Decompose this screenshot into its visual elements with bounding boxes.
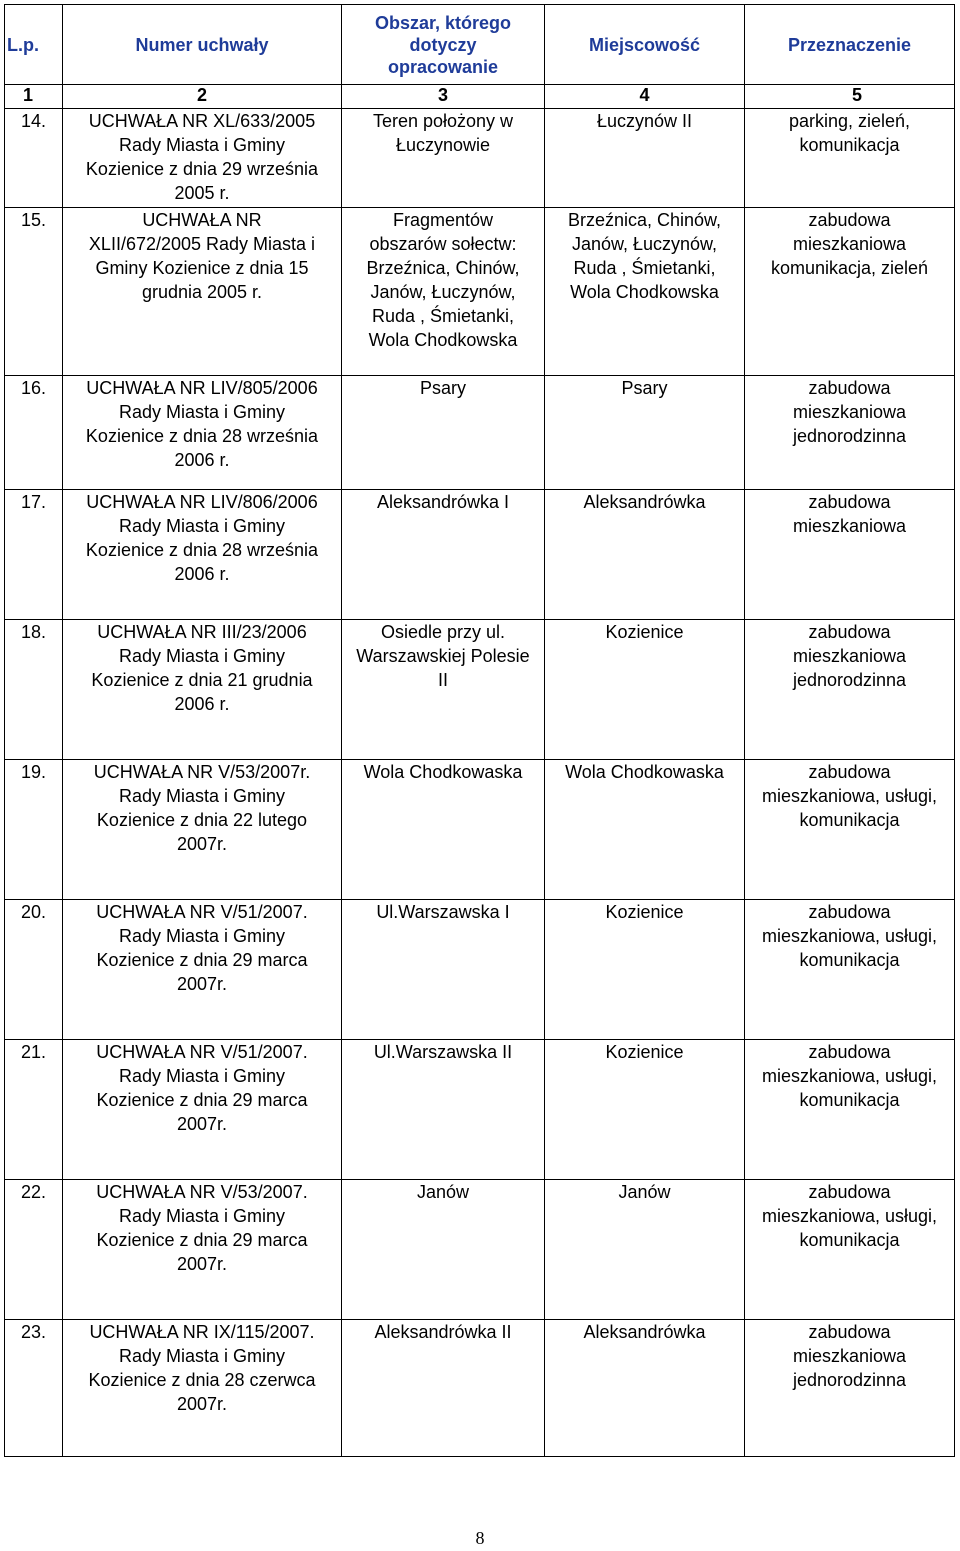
purpose-cell-line: zabudowa bbox=[808, 1042, 891, 1062]
resolution-cell-line: Kozienice z dnia 29 września bbox=[85, 159, 319, 179]
locality-cell-line: Aleksandrówka bbox=[583, 492, 706, 512]
locality-cell bbox=[545, 376, 745, 490]
purpose-cell-line: mieszkaniowa bbox=[792, 234, 907, 254]
header-obszar bbox=[342, 5, 545, 85]
purpose-cell bbox=[745, 1320, 955, 1457]
purpose-cell bbox=[745, 620, 955, 760]
resolution-cell-line: 2005 r. bbox=[174, 183, 230, 203]
locality-cell bbox=[545, 490, 745, 620]
resolution-cell bbox=[63, 376, 342, 490]
purpose-cell bbox=[745, 760, 955, 900]
column-numbers-row bbox=[5, 85, 955, 109]
resolution-cell-line: Kozienice z dnia 28 czerwca bbox=[88, 1370, 316, 1390]
resolution-cell bbox=[63, 1040, 342, 1180]
row-number: 18. bbox=[5, 620, 63, 760]
locality-cell-line: Wola Chodkowska bbox=[570, 282, 719, 302]
resolution-cell-line: 2007r. bbox=[176, 1254, 228, 1274]
resolution-cell-line: UCHWAŁA NR V/53/2007. bbox=[96, 1182, 308, 1202]
purpose-cell-line: komunikacja bbox=[799, 1090, 900, 1110]
area-cell bbox=[342, 1180, 545, 1320]
header-row bbox=[5, 5, 955, 85]
header-miejscowosc: Miejscowość bbox=[545, 5, 745, 85]
area-cell-line: Ruda , Śmietanki, bbox=[371, 306, 515, 326]
locality-cell-line: Janów, Łuczynów, bbox=[571, 234, 718, 254]
table-row bbox=[5, 109, 955, 208]
resolution-cell bbox=[63, 1320, 342, 1457]
locality-cell bbox=[545, 109, 745, 208]
locality-cell-line: Kozienice bbox=[605, 902, 684, 922]
area-cell-line: Fragmentów bbox=[392, 210, 494, 230]
purpose-cell-line: komunikacja bbox=[799, 810, 900, 830]
purpose-cell-line: zabudowa bbox=[808, 762, 891, 782]
locality-cell bbox=[545, 1320, 745, 1457]
resolution-cell-line: Kozienice z dnia 28 września bbox=[85, 426, 319, 446]
resolution-cell-line: 2006 r. bbox=[174, 450, 230, 470]
area-cell-line: Brzeźnica, Chinów, bbox=[366, 258, 520, 278]
resolution-cell-line: Kozienice z dnia 29 marca bbox=[96, 1090, 308, 1110]
row-number: 19. bbox=[5, 760, 63, 900]
purpose-cell-line: mieszkaniowa, usługi, bbox=[761, 1206, 938, 1226]
area-cell-line: Wola Chodkowaska bbox=[363, 762, 523, 782]
area-cell-line: Łuczynowie bbox=[395, 135, 491, 155]
table-row bbox=[5, 1180, 955, 1320]
area-cell bbox=[342, 1320, 545, 1457]
resolution-cell-line: 2006 r. bbox=[174, 564, 230, 584]
resolution-cell-line: UCHWAŁA NR XL/633/2005 bbox=[88, 111, 316, 131]
purpose-cell-line: komunikacja bbox=[799, 1230, 900, 1250]
area-cell-line: Psary bbox=[419, 378, 466, 398]
resolution-cell-line: Rady Miasta i Gminy bbox=[118, 926, 286, 946]
row-number: 16. bbox=[5, 376, 63, 490]
locality-cell bbox=[545, 900, 745, 1040]
area-cell bbox=[342, 1040, 545, 1180]
colnum: 4 bbox=[545, 85, 745, 109]
area-cell-line: obszarów sołectw: bbox=[369, 234, 517, 254]
table-row bbox=[5, 490, 955, 620]
locality-cell-line: Wola Chodkowaska bbox=[565, 762, 724, 782]
resolution-cell-line: Rady Miasta i Gminy bbox=[118, 135, 286, 155]
area-cell-line: Warszawskiej Polesie bbox=[356, 646, 530, 666]
area-cell-line: Ul.Warszawska II bbox=[373, 1042, 513, 1062]
resolution-cell bbox=[63, 760, 342, 900]
purpose-cell-line: mieszkaniowa bbox=[792, 402, 907, 422]
locality-cell-line: Psary bbox=[621, 378, 668, 398]
resolution-cell bbox=[63, 900, 342, 1040]
purpose-cell-line: jednorodzinna bbox=[792, 1370, 907, 1390]
purpose-cell bbox=[745, 208, 955, 376]
area-cell bbox=[342, 208, 545, 376]
resolution-cell-line: Kozienice z dnia 29 marca bbox=[96, 1230, 308, 1250]
area-cell-line: Janów, Łuczynów, bbox=[370, 282, 516, 302]
resolution-cell-line: grudnia 2005 r. bbox=[141, 282, 263, 302]
resolution-cell-line: 2007r. bbox=[176, 834, 228, 854]
row-number: 17. bbox=[5, 490, 63, 620]
area-cell-line: Janów bbox=[416, 1182, 470, 1202]
resolution-cell-line: UCHWAŁA NR bbox=[142, 210, 262, 230]
resolution-cell-line: Kozienice z dnia 29 marca bbox=[96, 950, 308, 970]
locality-cell bbox=[545, 208, 745, 376]
resolution-cell bbox=[63, 208, 342, 376]
table-row bbox=[5, 620, 955, 760]
purpose-cell-line: komunikacja bbox=[799, 135, 900, 155]
locality-cell-line: Łuczynów II bbox=[596, 111, 693, 131]
purpose-cell bbox=[745, 376, 955, 490]
locality-cell-line: Aleksandrówka bbox=[583, 1322, 706, 1342]
row-number: 14. bbox=[5, 109, 63, 208]
locality-cell bbox=[545, 1040, 745, 1180]
row-number: 23. bbox=[5, 1320, 63, 1457]
purpose-cell-line: mieszkaniowa, usługi, bbox=[761, 1066, 938, 1086]
resolution-cell-line: 2007r. bbox=[176, 1394, 228, 1414]
header-obszar-line: Obszar, którego bbox=[374, 12, 512, 33]
resolution-cell-line: UCHWAŁA NR V/51/2007. bbox=[96, 902, 308, 922]
resolution-cell bbox=[63, 620, 342, 760]
header-obszar-line: opracowanie bbox=[387, 56, 499, 77]
table-row bbox=[5, 760, 955, 900]
resolution-cell-line: UCHWAŁA NR LIV/806/2006 bbox=[86, 492, 318, 512]
area-cell-line: Aleksandrówka I bbox=[376, 492, 510, 512]
colnum: 2 bbox=[63, 85, 342, 109]
locality-cell-line: Janów bbox=[618, 1182, 671, 1202]
resolution-cell-line: Rady Miasta i Gminy bbox=[118, 516, 286, 536]
resolution-cell-line: UCHWAŁA NR III/23/2006 bbox=[97, 622, 307, 642]
header-przeznaczenie: Przeznaczenie bbox=[745, 5, 955, 85]
resolutions-table bbox=[4, 4, 955, 1457]
locality-cell-line: Ruda , Śmietanki, bbox=[573, 258, 716, 278]
table-row bbox=[5, 1040, 955, 1180]
locality-cell bbox=[545, 620, 745, 760]
purpose-cell-line: jednorodzinna bbox=[792, 670, 907, 690]
purpose-cell-line: komunikacja, zieleń bbox=[770, 258, 929, 278]
area-cell bbox=[342, 109, 545, 208]
area-cell bbox=[342, 760, 545, 900]
purpose-cell bbox=[745, 1040, 955, 1180]
locality-cell bbox=[545, 1180, 745, 1320]
purpose-cell-line: jednorodzinna bbox=[792, 426, 907, 446]
resolution-cell-line: 2006 r. bbox=[174, 694, 230, 714]
colnum: 5 bbox=[745, 85, 955, 109]
resolution-cell bbox=[63, 109, 342, 208]
purpose-cell bbox=[745, 490, 955, 620]
purpose-cell-line: mieszkaniowa bbox=[792, 516, 907, 536]
row-number: 22. bbox=[5, 1180, 63, 1320]
purpose-cell-line: komunikacja bbox=[799, 950, 900, 970]
table-row bbox=[5, 208, 955, 376]
locality-cell-line: Kozienice bbox=[605, 622, 684, 642]
purpose-cell-line: zabudowa bbox=[808, 622, 891, 642]
purpose-cell-line: mieszkaniowa, usługi, bbox=[761, 786, 938, 806]
locality-cell-line: Brzeźnica, Chinów, bbox=[567, 210, 722, 230]
purpose-cell-line: parking, zieleń, bbox=[788, 111, 911, 131]
area-cell-line: Aleksandrówka II bbox=[374, 1322, 512, 1342]
purpose-cell-line: zabudowa bbox=[808, 378, 891, 398]
purpose-cell-line: zabudowa bbox=[808, 210, 891, 230]
area-cell-line: Osiedle przy ul. bbox=[380, 622, 506, 642]
area-cell-line: Wola Chodkowska bbox=[368, 330, 518, 350]
purpose-cell-line: zabudowa bbox=[808, 1182, 891, 1202]
header-lp: L.p. bbox=[5, 5, 63, 85]
row-number: 15. bbox=[5, 208, 63, 376]
resolution-cell-line: Rady Miasta i Gminy bbox=[118, 1346, 286, 1366]
resolution-cell-line: Rady Miasta i Gminy bbox=[118, 402, 286, 422]
resolution-cell-line: Rady Miasta i Gminy bbox=[118, 646, 286, 666]
colnum: 1 bbox=[5, 85, 63, 109]
resolution-cell-line: Rady Miasta i Gminy bbox=[118, 1066, 286, 1086]
resolution-cell bbox=[63, 490, 342, 620]
locality-cell-line: Kozienice bbox=[605, 1042, 684, 1062]
resolution-cell-line: Kozienice z dnia 22 lutego bbox=[96, 810, 308, 830]
resolution-cell-line: 2007r. bbox=[176, 974, 228, 994]
area-cell bbox=[342, 490, 545, 620]
resolution-cell-line: Rady Miasta i Gminy bbox=[118, 786, 286, 806]
purpose-cell bbox=[745, 1180, 955, 1320]
colnum: 3 bbox=[342, 85, 545, 109]
area-cell bbox=[342, 620, 545, 760]
resolution-cell-line: UCHWAŁA NR V/53/2007r. bbox=[93, 762, 311, 782]
purpose-cell-line: zabudowa bbox=[808, 1322, 891, 1342]
purpose-cell-line: mieszkaniowa bbox=[792, 646, 907, 666]
purpose-cell bbox=[745, 900, 955, 1040]
resolution-cell-line: XLII/672/2005 Rady Miasta i bbox=[88, 234, 316, 254]
table-row bbox=[5, 1320, 955, 1457]
resolution-cell-line: Rady Miasta i Gminy bbox=[118, 1206, 286, 1226]
row-number: 20. bbox=[5, 900, 63, 1040]
purpose-cell bbox=[745, 109, 955, 208]
resolution-cell-line: Gminy Kozienice z dnia 15 bbox=[95, 258, 309, 278]
resolution-cell bbox=[63, 1180, 342, 1320]
locality-cell bbox=[545, 760, 745, 900]
resolution-cell-line: Kozienice z dnia 21 grudnia bbox=[91, 670, 313, 690]
resolution-cell-line: 2007r. bbox=[176, 1114, 228, 1134]
table-row bbox=[5, 900, 955, 1040]
area-cell-line: Teren położony w bbox=[372, 111, 514, 131]
purpose-cell-line: mieszkaniowa bbox=[792, 1346, 907, 1366]
resolution-cell-line: UCHWAŁA NR IX/115/2007. bbox=[89, 1322, 315, 1342]
header-obszar-line: dotyczy bbox=[409, 34, 477, 55]
resolution-cell-line: UCHWAŁA NR LIV/805/2006 bbox=[86, 378, 318, 398]
area-cell bbox=[342, 376, 545, 490]
page-number: 8 bbox=[475, 1528, 485, 1548]
purpose-cell-line: mieszkaniowa, usługi, bbox=[761, 926, 938, 946]
table-row bbox=[5, 376, 955, 490]
purpose-cell-line: zabudowa bbox=[808, 902, 891, 922]
purpose-cell-line: zabudowa bbox=[808, 492, 891, 512]
resolution-cell-line: Kozienice z dnia 28 września bbox=[85, 540, 319, 560]
area-cell-line: Ul.Warszawska I bbox=[376, 902, 510, 922]
header-numer: Numer uchwały bbox=[63, 5, 342, 85]
row-number: 21. bbox=[5, 1040, 63, 1180]
area-cell-line: II bbox=[437, 670, 448, 690]
area-cell bbox=[342, 900, 545, 1040]
resolution-cell-line: UCHWAŁA NR V/51/2007. bbox=[96, 1042, 308, 1062]
